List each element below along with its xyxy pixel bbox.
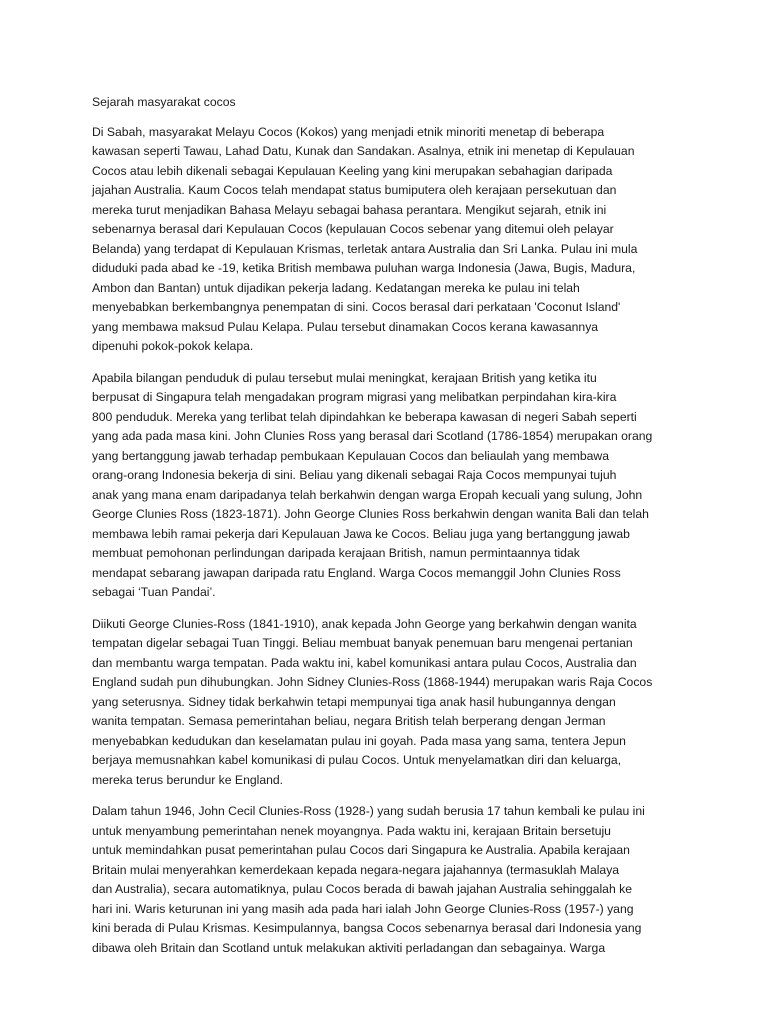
- paragraph-1: [92, 123, 688, 357]
- text-line: diduduki pada abad ke -19, ketika British membawa puluhan warga Indonesia (Jawa, Bugis, Madura,: [92, 261, 636, 275]
- text-line: dan Australia), secara automatiknya, pulau Cocos berada di bawah jajahan Australia sehinggalah ke: [92, 882, 632, 896]
- text-line: Ambon dan Bantan) untuk dijadikan pekerja ladang. Kedatangan mereka ke pulau ini telah: [92, 280, 580, 295]
- text-line: menyebabkan berkembangnya penempatan di sini. Cocos berasal dari perkataan 'Coconut Island': [92, 300, 621, 314]
- text-line: berjaya memusnahkan kabel komunikasi di pulau Cocos. Untuk menyelamatkan diri dan keluarga,: [92, 753, 622, 767]
- text-line: tempatan digelar sebagai Tuan Tinggi. Beliau membuat banyak penemuan baru mengenai pertanian: [92, 636, 633, 650]
- text-line: dan membantu warga tempatan. Pada waktu ini, kabel komunikasi antara pulau Cocos, Australia dan: [92, 655, 637, 670]
- text-line: mereka terus berundur ke England.: [92, 772, 284, 787]
- text-line: Britain mulai menyerahkan kemerdekaan kepada negara-negara jajahannya (termasuklah Malaya: [92, 862, 620, 877]
- text-line: sebenarnya berasal dari Kepulauan Cocos (kepulauan Cocos sebenar yang ditemui oleh pelayar: [92, 222, 614, 236]
- paragraph-2: [92, 369, 688, 603]
- text-line: mereka turut menjadikan Bahasa Melayu sebagai bahasa perantara. Mengikut sejarah, etnik ini: [92, 202, 607, 217]
- text-line: 800 penduduk. Mereka yang terlibat telah dipindahkan ke beberapa kawasan di negeri Sabah seperti: [92, 409, 637, 424]
- text-line: untuk menyambung pemerintahan nenek moyangnya. Pada waktu ini, kerajaan Britain bersetuju: [92, 823, 611, 838]
- text-line: menyebabkan kedudukan dan keselamatan pulau ini goyah. Pada masa yang sama, tentera Jepun: [92, 733, 626, 748]
- text-line: hari ini. Waris keturunan ini yang masih ada pada hari ialah John George Clunies-Ross (1957-) yang: [92, 901, 634, 916]
- text-line: Belanda) yang terdapat di Kepulauan Krismas, terletak antara Australia dan Sri Lanka. Pulau ini mula: [92, 241, 638, 256]
- text-line: berpusat di Singapura telah mengadakan program migrasi yang melibatkan perpindahan kira-kira: [92, 390, 617, 404]
- text-line: anak yang mana enam daripadanya telah berkahwin dengan warga Eropah kecuali yang sulung, John: [92, 487, 643, 502]
- text-line: membuat pemohonan perlindungan daripada kerajaan British, namun permintaannya tidak: [92, 546, 580, 560]
- text-line: dibawa oleh Britain dan Scotland untuk melakukan aktiviti perladangan dan sebagainya. Warga: [92, 940, 606, 955]
- paragraph-container: [92, 123, 688, 959]
- text-line: mendapat sebarang jawapan daripada ratu England. Warga Cocos memanggil John Clunies Ross: [92, 565, 621, 580]
- text-line: England sudah pun dihubungkan. John Sidney Clunies-Ross (1868-1944) merupakan waris Raja Cocos: [92, 675, 653, 689]
- text-line: Di Sabah, masyarakat Melayu Cocos (Kokos) yang menjadi etnik minoriti menetap di beberapa: [92, 124, 605, 139]
- text-line: yang ada pada masa kini. John Clunies Ross yang berasal dari Scotland (1786-1854) merupakan orang: [92, 429, 653, 443]
- text-line: Cocos atau lebih dikenali sebagai Kepulauan Keeling yang kini merupakan sebahagian daripada: [92, 163, 613, 178]
- text-line: sebagai ‘Tuan Pandai’.: [92, 585, 216, 599]
- text-line: jajahan Australia. Kaum Cocos telah mendapat status bumiputera oleh kerajaan persekutuan dan: [92, 183, 617, 197]
- text-line: yang membawa maksud Pulau Kelapa. Pulau tersebut dinamakan Cocos kerana kawasannya: [92, 319, 599, 334]
- text-line: Apabila bilangan penduduk di pulau tersebut mulai meningkat, kerajaan British yang ketika itu: [92, 370, 597, 385]
- paragraph-4: [92, 802, 688, 958]
- text-line: yang bertanggung jawab terhadap pembukaan Kepulauan Cocos dan beliaulah yang membawa: [92, 448, 609, 463]
- text-line: membawa lebih ramai pekerja dari Kepulauan Jawa ke Cocos. Beliau juga yang bertanggung jawab: [92, 526, 630, 541]
- document-title: Sejarah masyarakat cocos: [92, 95, 236, 109]
- text-line: George Clunies Ross (1823-1871). John George Clunies Ross berkahwin dengan wanita Bali dan telah: [92, 507, 649, 521]
- paragraph-3: [92, 615, 688, 791]
- text-line: wanita tempatan. Semasa pemerintahan beliau, negara British telah berperang dengan Jerman: [92, 714, 606, 728]
- text-line: yang seterusnya. Sidney tidak berkahwin tetapi mempunyai tiga anak hasil hubungannya dengan: [92, 694, 616, 709]
- text-line: orang-orang Indonesia bekerja di sini. Beliau yang dikenali sebagai Raja Cocos mempunyai tujuh: [92, 468, 617, 482]
- text-line: untuk memindahkan pusat pemerintahan pulau Cocos dari Singapura ke Australia. Apabila kerajaan: [92, 843, 630, 857]
- text-line: kini berada di Pulau Krismas. Kesimpulannya, bangsa Cocos sebenarnya berasal dari Indonesia yang: [92, 921, 642, 935]
- document-body: [92, 93, 688, 970]
- text-line: Diikuti George Clunies-Ross (1841-1910), anak kepada John George yang berkahwin dengan wanita: [92, 616, 637, 631]
- text-line: dipenuhi pokok-pokok kelapa.: [92, 339, 254, 353]
- text-line: Dalam tahun 1946, John Cecil Clunies-Ross (1928-) yang sudah berusia 17 tahun kembali ke pulau ini: [92, 804, 645, 818]
- text-line: kawasan seperti Tawau, Lahad Datu, Kunak dan Sandakan. Asalnya, etnik ini menetap di Kepulauan: [92, 144, 635, 158]
